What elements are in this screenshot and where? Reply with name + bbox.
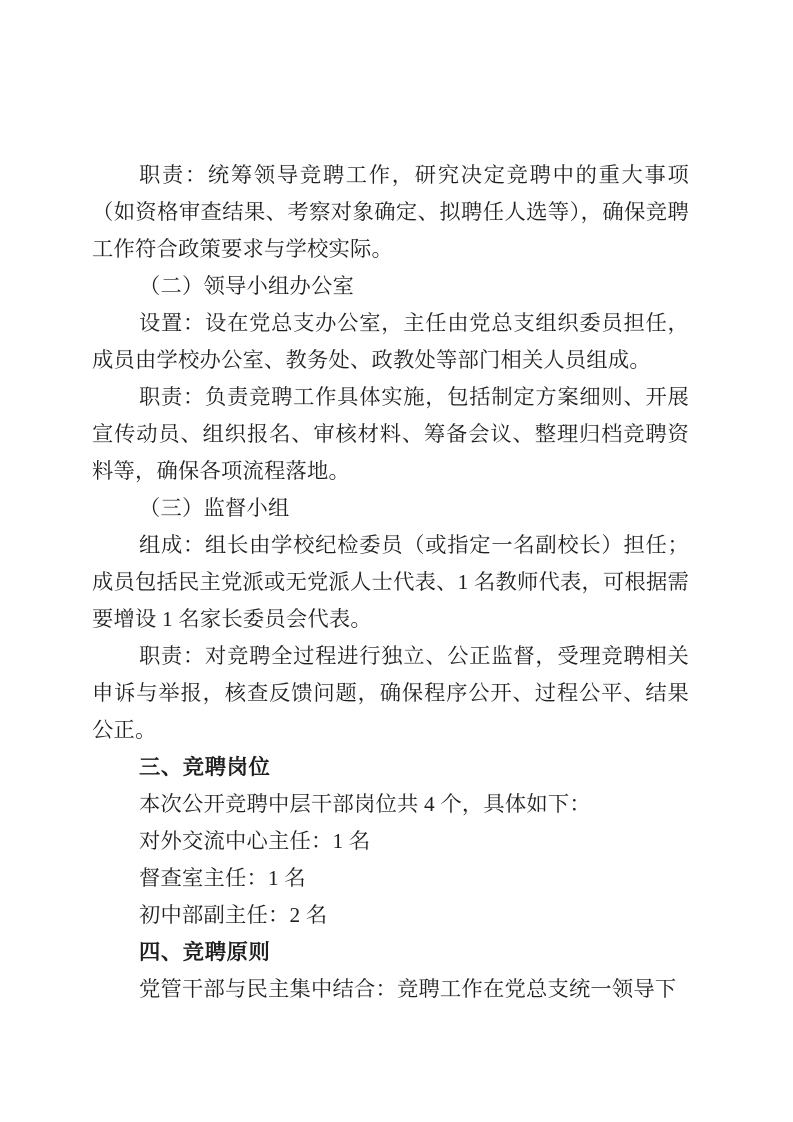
- document-body: [92, 157, 689, 1008]
- heading-section-4-principles: 四、竞聘原则: [139, 940, 271, 964]
- subheading-supervision-group: （三）监督小组: [139, 496, 290, 520]
- para-principle-party-management: 党管干部与民主集中结合：竞聘工作在党总支统一领导下: [139, 977, 677, 1001]
- para-office-setup: 设置：设在党总支办公室，主任由党总支组织委员担任，成员由学校办公室、教务处、政教处等部门相关人员组成。: [92, 311, 689, 372]
- list-item-position-inspection-office-director: 督查室主任：1 名: [139, 866, 306, 890]
- list-item-position-junior-dept-deputy-director: 初中部副主任：2 名: [139, 903, 328, 927]
- para-leading-group-duties: 职责：统筹领导竞聘工作，研究决定竞聘中的重大事项（如资格审查结果、考察对象确定、拟聘任人选等），确保竞聘工作符合政策要求与学校实际。: [92, 163, 689, 261]
- list-item-position-foreign-exchange-director: 对外交流中心主任：1 名: [139, 829, 371, 853]
- para-positions-intro: 本次公开竞聘中层干部岗位共 4 个，具体如下：: [139, 792, 591, 816]
- subheading-leading-group-office: （二）领导小组办公室: [139, 274, 354, 298]
- para-supervision-composition: 组成：组长由学校纪检委员（或指定一名副校长）担任；成员包括民主党派或无党派人士代表、1 名教师代表，可根据需要增设 1 名家长委员会代表。: [92, 533, 689, 631]
- para-supervision-duties: 职责：对竞聘全过程进行独立、公正监督，受理竞聘相关申诉与举报，核查反馈问题，确保程序公开、过程公平、结果公正。: [92, 644, 689, 742]
- heading-section-3-positions: 三、竞聘岗位: [139, 755, 271, 779]
- para-office-duties: 职责：负责竞聘工作具体实施，包括制定方案细则、开展宣传动员、组织报名、审核材料、筹备会议、整理归档竞聘资料等，确保各项流程落地。: [92, 385, 689, 483]
